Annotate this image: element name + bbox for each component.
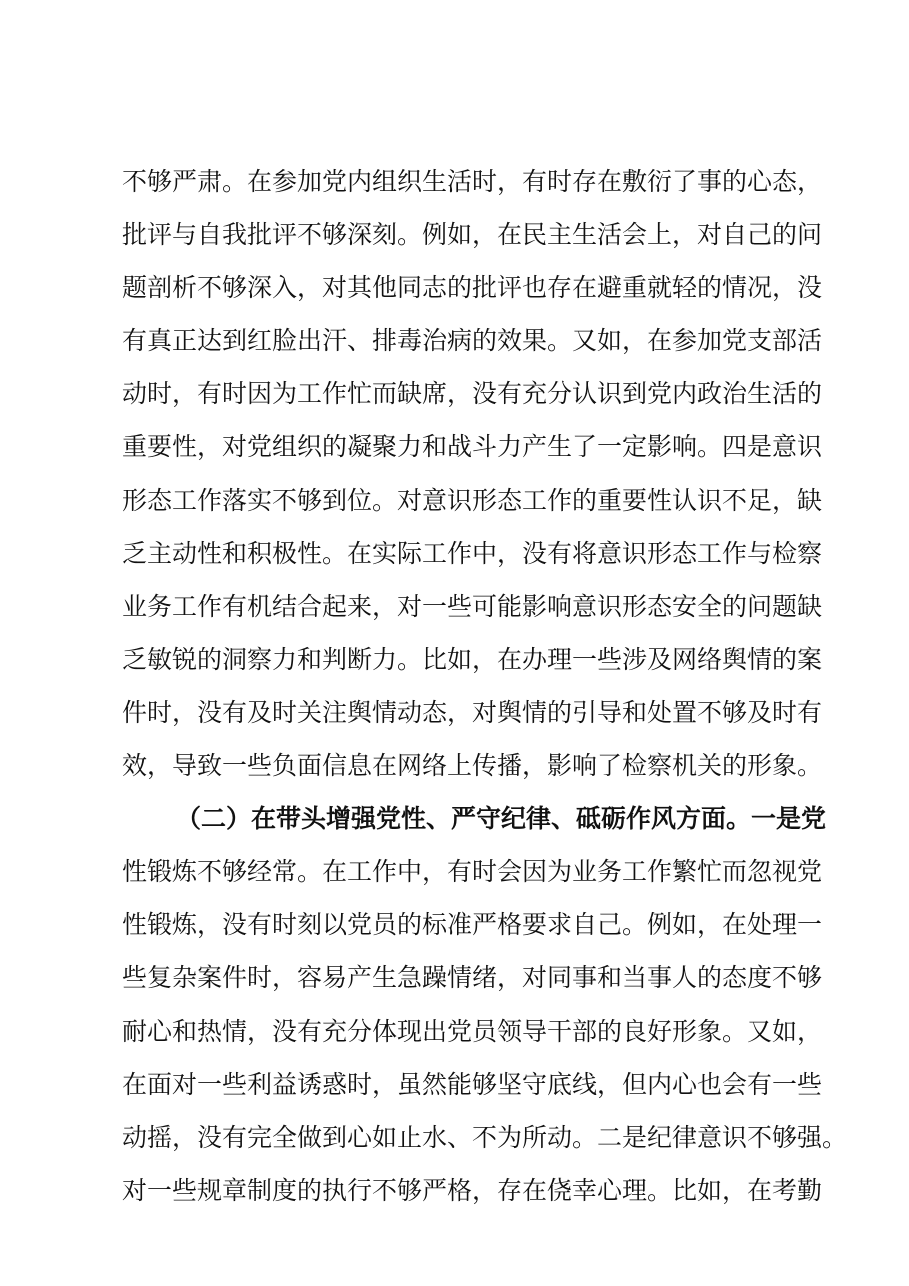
text-line: 乏主动性和积极性。在实际工作中，没有将意识形态工作与检察 bbox=[122, 538, 823, 568]
text-line: 有真正达到红脸出汗、排毒治病的效果。又如，在参加党支部活 bbox=[122, 326, 823, 356]
text-line: 重要性，对党组织的凝聚力和战斗力产生了一定影响。四是意识 bbox=[122, 432, 823, 462]
text-line: 动摇，没有完全做到心如止水、不为所动。二是纪律意识不够强。 bbox=[122, 1122, 848, 1152]
text-line: 乏敏锐的洞察力和判断力。比如，在办理一些涉及网络舆情的案 bbox=[122, 644, 823, 674]
text-line: 效，导致一些负面信息在网络上传播，影响了检察机关的形象。 bbox=[122, 751, 823, 781]
text-line: 在面对一些利益诱惑时，虽然能够坚守底线，但内心也会有一些 bbox=[122, 1069, 823, 1099]
text-line: 耐心和热情，没有充分体现出党员领导干部的良好形象。又如， bbox=[122, 1016, 823, 1046]
text-line: 业务工作有机结合起来，对一些可能影响意识形态安全的问题缺 bbox=[122, 591, 823, 621]
text-line: 形态工作落实不够到位。对意识形态工作的重要性认识不足，缺 bbox=[122, 485, 823, 515]
text-line: 批评与自我批评不够深刻。例如，在民主生活会上，对自己的问 bbox=[122, 220, 823, 250]
text-line: 对一些规章制度的执行不够严格，存在侥幸心理。比如，在考勤 bbox=[122, 1175, 823, 1205]
text-line: 些复杂案件时，容易产生急躁情绪，对同事和当事人的态度不够 bbox=[122, 963, 823, 993]
text-line: 性锻炼不够经常。在工作中，有时会因为业务工作繁忙而忽视党 bbox=[122, 857, 823, 887]
text-line: 题剖析不够深入，对其他同志的批评也存在避重就轻的情况，没 bbox=[122, 273, 823, 303]
text-line: 性锻炼，没有时刻以党员的标准严格要求自己。例如，在处理一 bbox=[122, 910, 823, 940]
text-line: 不够严肃。在参加党内组织生活时，有时存在敷衍了事的心态， bbox=[122, 167, 823, 196]
body-text bbox=[122, 155, 848, 1217]
text-line: 件时，没有及时关注舆情动态，对舆情的引导和处置不够及时有 bbox=[122, 697, 823, 727]
section-heading-line: （二）在带头增强党性、严守纪律、砥砺作风方面。一是党 bbox=[176, 804, 827, 834]
text-line: 动时，有时因为工作忙而缺席，没有充分认识到党内政治生活的 bbox=[122, 379, 823, 409]
